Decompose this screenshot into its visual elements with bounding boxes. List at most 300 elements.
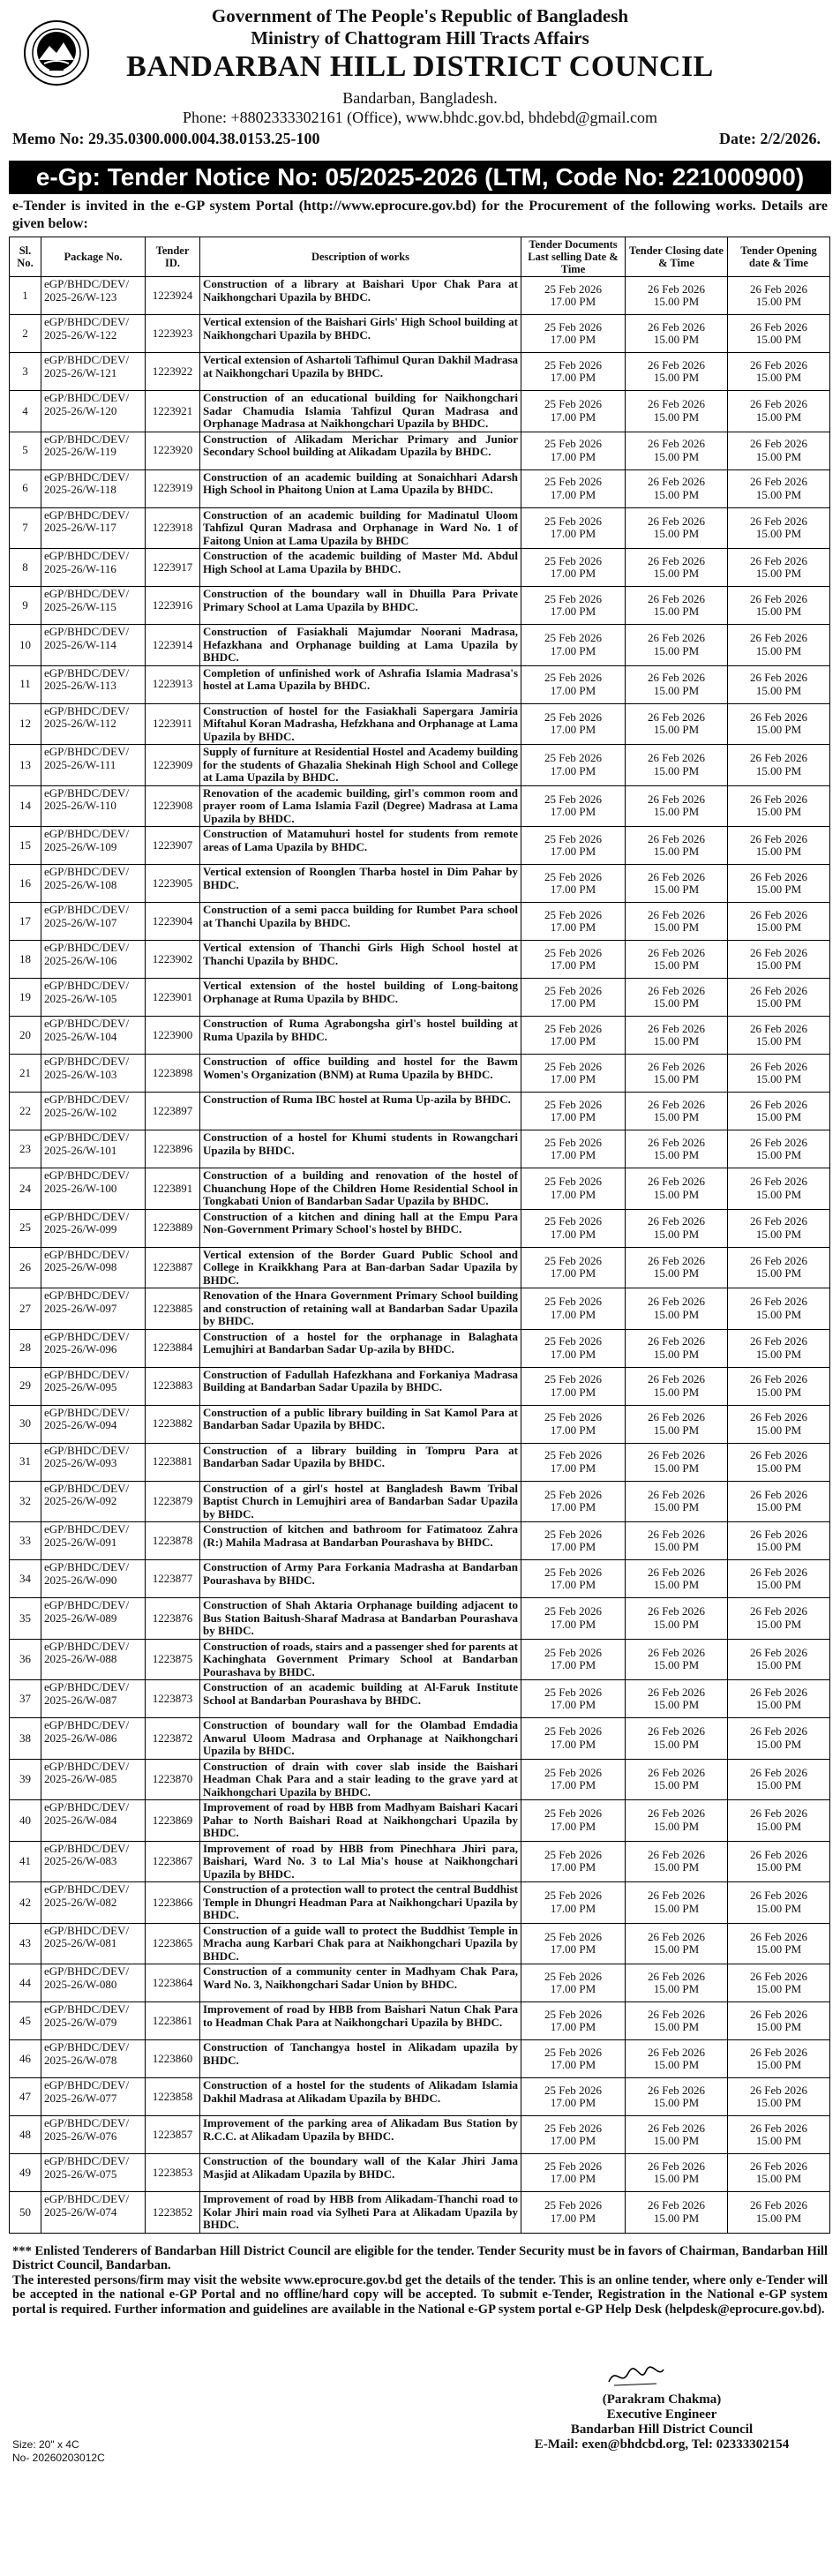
col-closing-date: Tender Closing date & Time: [626, 237, 728, 277]
row-closing-date-day: 26 Feb 2026: [648, 945, 705, 959]
row-selling-date-time: 17.00 PM: [550, 958, 596, 972]
row-selling-date: [521, 1443, 626, 1481]
row-closing-date-day: 26 Feb 2026: [648, 831, 705, 845]
row-tender-id: 1223911: [146, 703, 200, 745]
signature-icon: [605, 2361, 667, 2391]
row-sl: 5: [10, 432, 41, 469]
row-opening-date: [728, 1055, 830, 1093]
row-opening-date-day: 26 Feb 2026: [750, 631, 807, 645]
row-opening-date-time: 15.00 PM: [755, 1423, 802, 1437]
row-tender-id: 1223884: [146, 1329, 200, 1367]
row-closing-date-day: 26 Feb 2026: [648, 1929, 705, 1943]
table-row: [10, 1055, 830, 1093]
row-opening-date-day: 26 Feb 2026: [750, 1021, 807, 1035]
table-row: [10, 1288, 830, 1330]
row-selling-date: [521, 1168, 626, 1210]
row-opening-date-time: 15.00 PM: [755, 2172, 802, 2185]
row-opening-date-time: 15.00 PM: [755, 882, 802, 896]
row-closing-date-day: 26 Feb 2026: [648, 1969, 705, 1983]
row-description: Construction of Tanchangya hostel in Alikadam upazila by BHDC.: [200, 2040, 521, 2078]
row-opening-date-day: 26 Feb 2026: [750, 1487, 807, 1501]
row-sl: 35: [10, 1598, 41, 1640]
row-description: Construction of roads, stairs and a passenger shed for parents at Kachinghata Government Primary School at Bandarban Pourashava by BHDC.: [200, 1639, 521, 1680]
row-opening-date: [728, 1168, 830, 1210]
row-selling-date-day: 25 Feb 2026: [544, 792, 602, 806]
row-selling-date: [521, 2040, 626, 2078]
row-opening-date-day: 26 Feb 2026: [750, 2083, 807, 2097]
row-opening-date: [728, 1522, 830, 1560]
row-sl: 18: [10, 941, 41, 979]
row-closing-date: [626, 315, 728, 353]
row-closing-date-day: 26 Feb 2026: [648, 1334, 705, 1348]
row-opening-date-time: 15.00 PM: [755, 1778, 802, 1792]
row-opening-date-day: 26 Feb 2026: [750, 1565, 807, 1579]
table-row: [10, 391, 830, 432]
col-sl: Sl. No.: [10, 237, 41, 277]
row-closing-date-time: 15.00 PM: [653, 487, 700, 501]
row-package: eGP/BHDC/DEV/ 2025-26/W-075: [41, 2154, 146, 2192]
row-sl: 43: [10, 1923, 41, 1964]
row-package: eGP/BHDC/DEV/ 2025-26/W-116: [41, 549, 146, 587]
row-opening-date-day: 26 Feb 2026: [750, 1059, 807, 1073]
table-row: [10, 1168, 830, 1210]
row-closing-date-time: 15.00 PM: [653, 1540, 700, 1553]
row-opening-date: [728, 432, 830, 469]
row-selling-date: [521, 1882, 626, 1924]
row-closing-date-time: 15.00 PM: [653, 643, 700, 657]
row-opening-date-time: 15.00 PM: [755, 996, 802, 1010]
row-selling-date-time: 17.00 PM: [550, 1901, 596, 1915]
row-selling-date-day: 25 Feb 2026: [544, 475, 602, 488]
row-opening-date: [728, 1209, 830, 1247]
row-selling-date-day: 25 Feb 2026: [544, 1214, 602, 1228]
row-opening-date: [728, 469, 830, 507]
row-closing-date-day: 26 Feb 2026: [648, 1253, 705, 1267]
row-selling-date: [521, 745, 626, 786]
row-closing-date-day: 26 Feb 2026: [648, 907, 705, 921]
row-opening-date-day: 26 Feb 2026: [750, 1969, 807, 1983]
row-package: eGP/BHDC/DEV/ 2025-26/W-083: [41, 1841, 146, 1882]
row-opening-date: [728, 745, 830, 786]
row-selling-date-day: 25 Feb 2026: [544, 1253, 602, 1267]
row-description: Improvement of the parking area of Alikadam Bus Station by R.C.C. at Alikadam Upazila by BHDC.: [200, 2116, 521, 2154]
row-closing-date: [626, 1017, 728, 1055]
row-opening-date-time: 15.00 PM: [755, 1578, 802, 1591]
row-opening-date: [728, 1639, 830, 1680]
row-sl: 48: [10, 2116, 41, 2154]
row-closing-date-time: 15.00 PM: [653, 1347, 700, 1361]
row-closing-date-time: 15.00 PM: [653, 1737, 700, 1751]
row-selling-date-time: 17.00 PM: [550, 1187, 596, 1201]
row-opening-date-time: 15.00 PM: [755, 1148, 802, 1161]
row-package: eGP/BHDC/DEV/ 2025-26/W-109: [41, 827, 146, 865]
row-closing-date-time: 15.00 PM: [653, 2058, 700, 2071]
col-selling-date: Tender Documents Last selling Date & Time: [521, 237, 626, 277]
row-tender-id: 1223858: [146, 2078, 200, 2116]
row-closing-date: [626, 1367, 728, 1405]
row-description: Renovation of the Hnara Government Primary School building and construction of retaining wall at Bandarban Sadar Upazila by BHDC.: [200, 1288, 521, 1330]
row-tender-id: 1223881: [146, 1443, 200, 1481]
row-opening-date: [728, 1718, 830, 1760]
table-row: [10, 745, 830, 786]
row-opening-date: [728, 1560, 830, 1598]
row-tender-id: 1223919: [146, 469, 200, 507]
row-opening-date-time: 15.00 PM: [755, 683, 802, 697]
row-closing-date-time: 15.00 PM: [653, 920, 700, 934]
row-description: Vertical extension of the hostel building of Long-baitong Orphanage at Ruma Upazila by BHDC.: [200, 979, 521, 1017]
row-package: eGP/BHDC/DEV/ 2025-26/W-096: [41, 1329, 146, 1367]
row-closing-date-day: 26 Feb 2026: [648, 1021, 705, 1035]
row-sl: 13: [10, 745, 41, 786]
row-selling-date: [521, 315, 626, 353]
intro-text: e-Tender is invited in the e-GP system Portal (http://www.eprocure.gov.bd) for the Procurement of the following works. Details are given below:: [12, 199, 828, 231]
row-opening-date-day: 26 Feb 2026: [750, 792, 807, 806]
row-opening-date-time: 15.00 PM: [755, 1540, 802, 1553]
row-tender-id: 1223914: [146, 625, 200, 666]
row-closing-date: [626, 1209, 728, 1247]
row-selling-date: [521, 469, 626, 507]
row-opening-date-time: 15.00 PM: [755, 2020, 802, 2033]
row-closing-date: [626, 865, 728, 903]
row-closing-date-day: 26 Feb 2026: [648, 1448, 705, 1461]
row-tender-id: 1223876: [146, 1598, 200, 1640]
row-opening-date-time: 15.00 PM: [755, 527, 802, 541]
row-closing-date-day: 26 Feb 2026: [648, 869, 705, 883]
row-selling-date-time: 17.00 PM: [550, 605, 596, 618]
row-closing-date-day: 26 Feb 2026: [648, 710, 705, 724]
row-closing-date-time: 15.00 PM: [653, 1658, 700, 1672]
row-opening-date-time: 15.00 PM: [755, 449, 802, 463]
print-info: [12, 2438, 105, 2465]
row-package: eGP/BHDC/DEV/ 2025-26/W-107: [41, 903, 146, 941]
row-sl: 42: [10, 1882, 41, 1924]
row-opening-date-time: 15.00 PM: [755, 643, 802, 657]
row-opening-date-time: 15.00 PM: [755, 487, 802, 501]
row-package: eGP/BHDC/DEV/ 2025-26/W-113: [41, 665, 146, 703]
row-opening-date-time: 15.00 PM: [755, 2134, 802, 2147]
row-closing-date: [626, 1130, 728, 1168]
council-contact: Phone: +8802333302161 (Office), www.bhdc.gov.bd, bhdebd@gmail.com: [183, 109, 657, 126]
row-selling-date: [521, 1639, 626, 1680]
row-closing-date-day: 26 Feb 2026: [648, 282, 705, 296]
council-name: BANDARBAN HILL DISTRICT COUNCIL: [126, 50, 714, 83]
row-package: eGP/BHDC/DEV/ 2025-26/W-099: [41, 1209, 146, 1247]
row-opening-date-time: 15.00 PM: [755, 845, 802, 858]
row-selling-date-time: 17.00 PM: [550, 643, 596, 657]
row-selling-date: [521, 1759, 626, 1800]
row-selling-date-day: 25 Feb 2026: [544, 1645, 602, 1659]
row-opening-date: [728, 2192, 830, 2234]
row-description: Construction of Army Para Forkania Madrasha at Bandarban Pourashava by BHDC.: [200, 1560, 521, 1598]
row-package: eGP/BHDC/DEV/ 2025-26/W-086: [41, 1718, 146, 1760]
row-selling-date-day: 25 Feb 2026: [544, 1685, 602, 1699]
row-package: eGP/BHDC/DEV/ 2025-26/W-110: [41, 785, 146, 827]
row-selling-date-time: 17.00 PM: [550, 1500, 596, 1514]
row-description: Construction of a building and renovation of the hostel of Chuanchung Hope of the Children Home Residential School in Tongkabati Union of Bandarban Sadar Upazila by BHDC.: [200, 1168, 521, 1210]
portal-note: The interested persons/firm may visit the website www.eprocure.gov.bd get the details of the tender. This is an online tender, where only e-Tender will be accepted in the national e-GP Portal and no offline/hard copy will be accepted. To submit e-Tender, Registration in the National e-GP system portal is required. Further information and guidelines are available in the National e-GP system portal e-GP Help Desk (helpdesk@eprocure.gov.bd).: [12, 2272, 828, 2317]
row-tender-id: 1223908: [146, 785, 200, 827]
signatory-org: Bandarban Hill District Council: [570, 2422, 754, 2437]
row-opening-date-day: 26 Feb 2026: [750, 2121, 807, 2135]
row-sl: 47: [10, 2078, 41, 2116]
row-description: Construction of Ruma Agrabongsha girl's hostel building at Ruma Upazila by BHDC.: [200, 1017, 521, 1055]
row-closing-date: [626, 941, 728, 979]
row-selling-date-day: 25 Feb 2026: [544, 514, 602, 528]
row-selling-date-time: 17.00 PM: [550, 805, 596, 819]
row-tender-id: 1223879: [146, 1481, 200, 1522]
row-tender-id: 1223891: [146, 1168, 200, 1210]
row-closing-date: [626, 1680, 728, 1718]
table-row: [10, 2002, 830, 2040]
row-selling-date: [521, 1017, 626, 1055]
row-sl: 10: [10, 625, 41, 666]
table-row: [10, 865, 830, 903]
row-closing-date-time: 15.00 PM: [653, 409, 700, 424]
row-closing-date: [626, 2154, 728, 2192]
row-selling-date: [521, 865, 626, 903]
row-opening-date-day: 26 Feb 2026: [750, 945, 807, 959]
row-tender-id: 1223885: [146, 1288, 200, 1330]
row-package: eGP/BHDC/DEV/ 2025-26/W-078: [41, 2040, 146, 2078]
row-closing-date-day: 26 Feb 2026: [648, 2083, 705, 2097]
row-description: Construction of boundary wall for the Olambad Emdadia Anwarul Uloom Madrasa and Orphanage at Naikhongchari Upazila by BHDC.: [200, 1718, 521, 1760]
row-opening-date: [728, 391, 830, 432]
row-description: Vertical extension of Roonglen Tharba hostel in Dim Pahar by BHDC.: [200, 865, 521, 903]
row-selling-date-time: 17.00 PM: [550, 1110, 596, 1123]
row-selling-date-time: 17.00 PM: [550, 2020, 596, 2033]
row-package: eGP/BHDC/DEV/ 2025-26/W-085: [41, 1759, 146, 1800]
row-closing-date-time: 15.00 PM: [653, 2134, 700, 2147]
row-package: eGP/BHDC/DEV/ 2025-26/W-111: [41, 745, 146, 786]
row-selling-date: [521, 1800, 626, 1842]
row-closing-date: [626, 785, 728, 827]
row-opening-date: [728, 979, 830, 1017]
row-description: Vertical extension of the Border Guard Public School and College in Kraikkhang Para at Ban-darban Sadar Upazila by BHDC.: [200, 1247, 521, 1288]
row-selling-date-time: 17.00 PM: [550, 1227, 596, 1241]
row-sl: 31: [10, 1443, 41, 1481]
row-description: Construction of Fadullah Hafezkhana and Forkaniya Madrasa Building at Bandarban Sadar Upazila by BHDC.: [200, 1367, 521, 1405]
table-row: [10, 1560, 830, 1598]
row-selling-date: [521, 391, 626, 432]
row-closing-date: [626, 391, 728, 432]
eligibility-note: *** Enlisted Tenderers of Bandarban Hill District Council are eligible for the tender. Tender Security must be in favors of Chairman, Bandarban Hill District Council, Bandarban.: [12, 2243, 828, 2272]
row-selling-date: [521, 1841, 626, 1882]
row-opening-date: [728, 1405, 830, 1443]
row-opening-date-time: 15.00 PM: [755, 409, 802, 424]
row-package: eGP/BHDC/DEV/ 2025-26/W-103: [41, 1055, 146, 1093]
row-opening-date-time: 15.00 PM: [755, 763, 802, 777]
signatory-title: Executive Engineer: [606, 2407, 717, 2422]
row-closing-date-time: 15.00 PM: [653, 371, 700, 384]
row-description: Construction of Matamuhuri hostel for students from remote areas of Lama Upazila by BHDC.: [200, 827, 521, 865]
row-closing-date: [626, 1964, 728, 2002]
row-opening-date: [728, 277, 830, 315]
table-row: [10, 1329, 830, 1367]
row-sl: 24: [10, 1168, 41, 1210]
row-package: eGP/BHDC/DEV/ 2025-26/W-081: [41, 1923, 146, 1964]
row-selling-date-day: 25 Feb 2026: [544, 869, 602, 883]
row-opening-date-day: 26 Feb 2026: [750, 319, 807, 334]
table-row: [10, 1964, 830, 2002]
row-closing-date: [626, 1405, 728, 1443]
table-row: [10, 2116, 830, 2154]
row-closing-date-time: 15.00 PM: [653, 763, 700, 777]
row-selling-date: [521, 1329, 626, 1367]
row-opening-date-day: 26 Feb 2026: [750, 1097, 807, 1111]
col-package: Package No.: [41, 237, 146, 277]
row-package: eGP/BHDC/DEV/ 2025-26/W-106: [41, 941, 146, 979]
row-selling-date: [521, 2192, 626, 2234]
row-closing-date-day: 26 Feb 2026: [648, 437, 705, 450]
table-row: [10, 587, 830, 625]
row-closing-date: [626, 432, 728, 469]
row-description: Construction of an academic building at Sonaichhari Adarsh High School in Phaitong Union at Lama Upazila by BHDC.: [200, 469, 521, 507]
row-sl: 39: [10, 1759, 41, 1800]
row-opening-date: [728, 507, 830, 549]
row-sl: 36: [10, 1639, 41, 1680]
row-package: eGP/BHDC/DEV/ 2025-26/W-098: [41, 1247, 146, 1288]
row-selling-date-time: 17.00 PM: [550, 567, 596, 580]
row-closing-date-time: 15.00 PM: [653, 683, 700, 697]
row-closing-date: [626, 2040, 728, 2078]
row-opening-date-time: 15.00 PM: [755, 920, 802, 934]
tender-table: [9, 237, 830, 2234]
row-opening-date-time: 15.00 PM: [755, 1461, 802, 1475]
row-closing-date-day: 26 Feb 2026: [648, 983, 705, 997]
row-closing-date: [626, 353, 728, 391]
row-opening-date: [728, 1329, 830, 1367]
row-selling-date-time: 17.00 PM: [550, 2058, 596, 2071]
row-opening-date-day: 26 Feb 2026: [750, 1724, 807, 1739]
row-description: Construction of an academic building at Al-Faruk Institute School at Bandarban Pourashava by BHDC.: [200, 1680, 521, 1718]
row-selling-date-time: 17.00 PM: [550, 449, 596, 463]
row-description: Construction of an academic building for Madinatul Uloom Tahfizul Quran Madrasa and Orphanage in Ward No. 1 of Faitong Union at Lama Upazila by BHDC: [200, 507, 521, 549]
row-tender-id: 1223883: [146, 1367, 200, 1405]
row-selling-date-time: 17.00 PM: [550, 920, 596, 934]
row-closing-date: [626, 625, 728, 666]
row-selling-date: [521, 1405, 626, 1443]
row-closing-date: [626, 1718, 728, 1760]
row-closing-date: [626, 2078, 728, 2116]
row-package: eGP/BHDC/DEV/ 2025-26/W-095: [41, 1367, 146, 1405]
table-row: [10, 1405, 830, 1443]
row-closing-date-day: 26 Feb 2026: [648, 1295, 705, 1309]
row-closing-date-time: 15.00 PM: [653, 1778, 700, 1792]
row-tender-id: 1223896: [146, 1130, 200, 1168]
row-package: eGP/BHDC/DEV/ 2025-26/W-118: [41, 469, 146, 507]
row-closing-date-time: 15.00 PM: [653, 1901, 700, 1915]
row-sl: 28: [10, 1329, 41, 1367]
row-selling-date-time: 17.00 PM: [550, 1778, 596, 1792]
row-tender-id: 1223870: [146, 1759, 200, 1800]
row-tender-id: 1223920: [146, 432, 200, 469]
row-closing-date-time: 15.00 PM: [653, 958, 700, 972]
row-closing-date-time: 15.00 PM: [653, 605, 700, 618]
row-closing-date-day: 26 Feb 2026: [648, 2121, 705, 2135]
row-tender-id: 1223907: [146, 827, 200, 865]
table-row: [10, 549, 830, 587]
row-closing-date-day: 26 Feb 2026: [648, 357, 705, 372]
row-description: Construction of an educational building for Naikhongchari Sadar Chamudia Islamia Tahfizul Quran Madrasa and Orphanage Madrasa at Naikhongchari Upazila by BHDC.: [200, 391, 521, 432]
row-package: eGP/BHDC/DEV/ 2025-26/W-120: [41, 391, 146, 432]
print-number: No- 20260203012C: [12, 2451, 105, 2464]
row-opening-date-day: 26 Feb 2026: [750, 710, 807, 724]
signatory-contact: E-Mail: exen@bhdcbd.org, Tel: 02333302154: [534, 2437, 790, 2452]
row-closing-date-time: 15.00 PM: [653, 996, 700, 1010]
row-opening-date: [728, 315, 830, 353]
row-sl: 4: [10, 391, 41, 432]
row-tender-id: 1223905: [146, 865, 200, 903]
row-closing-date-day: 26 Feb 2026: [648, 1889, 705, 1903]
row-selling-date-day: 25 Feb 2026: [544, 2121, 602, 2135]
row-tender-id: 1223887: [146, 1247, 200, 1288]
row-opening-date: [728, 1841, 830, 1882]
row-selling-date-day: 25 Feb 2026: [544, 1448, 602, 1461]
row-description: Construction of hostel for the Fasiakhali Sapergara Jamiria Miftahul Koran Madrasha, Hefzkhana and Orphanage at Lama Upazila by BHDC.: [200, 703, 521, 745]
row-selling-date: [521, 353, 626, 391]
row-selling-date-day: 25 Feb 2026: [544, 1527, 602, 1541]
row-closing-date: [626, 469, 728, 507]
row-selling-date-time: 17.00 PM: [550, 1982, 596, 1995]
row-closing-date-time: 15.00 PM: [653, 1227, 700, 1241]
row-selling-date-time: 17.00 PM: [550, 371, 596, 384]
row-opening-date: [728, 2040, 830, 2078]
council-location: Bandarban, Bangladesh.: [342, 89, 498, 107]
row-closing-date: [626, 1443, 728, 1481]
row-closing-date-day: 26 Feb 2026: [648, 1372, 705, 1386]
row-opening-date-day: 26 Feb 2026: [750, 1685, 807, 1699]
row-selling-date: [521, 2116, 626, 2154]
row-package: eGP/BHDC/DEV/ 2025-26/W-091: [41, 1522, 146, 1560]
row-closing-date-time: 15.00 PM: [653, 1578, 700, 1591]
row-opening-date-day: 26 Feb 2026: [750, 671, 807, 684]
table-row: [10, 1443, 830, 1481]
row-selling-date-time: 17.00 PM: [550, 845, 596, 858]
row-selling-date-day: 25 Feb 2026: [544, 553, 602, 567]
tender-notes: [12, 2244, 828, 2354]
row-sl: 49: [10, 2154, 41, 2192]
row-closing-date-time: 15.00 PM: [653, 449, 700, 463]
row-closing-date: [626, 1882, 728, 1924]
row-selling-date: [521, 2002, 626, 2040]
tender-notice-banner: e-Gp: Tender Notice No: 05/2025-2026 (LTM, Code No: 221000900): [9, 161, 831, 194]
row-opening-date-day: 26 Feb 2026: [750, 1295, 807, 1309]
row-selling-date-time: 17.00 PM: [550, 1148, 596, 1161]
row-opening-date-time: 15.00 PM: [755, 1227, 802, 1241]
table-row: [10, 277, 830, 315]
row-closing-date: [626, 2002, 728, 2040]
row-package: eGP/BHDC/DEV/ 2025-26/W-084: [41, 1800, 146, 1842]
row-opening-date: [728, 2116, 830, 2154]
table-row: [10, 827, 830, 865]
table-row: [10, 2078, 830, 2116]
row-selling-date-time: 17.00 PM: [550, 1658, 596, 1672]
row-sl: 41: [10, 1841, 41, 1882]
row-opening-date-day: 26 Feb 2026: [750, 1175, 807, 1189]
row-opening-date-time: 15.00 PM: [755, 958, 802, 972]
table-row: [10, 903, 830, 941]
row-tender-id: 1223865: [146, 1923, 200, 1964]
row-sl: 11: [10, 665, 41, 703]
row-closing-date: [626, 903, 728, 941]
row-closing-date-day: 26 Feb 2026: [648, 792, 705, 806]
row-selling-date: [521, 827, 626, 865]
row-closing-date-time: 15.00 PM: [653, 1860, 700, 1874]
row-sl: 17: [10, 903, 41, 941]
row-opening-date-time: 15.00 PM: [755, 1658, 802, 1672]
row-opening-date-day: 26 Feb 2026: [750, 437, 807, 450]
row-package: eGP/BHDC/DEV/ 2025-26/W-115: [41, 587, 146, 625]
